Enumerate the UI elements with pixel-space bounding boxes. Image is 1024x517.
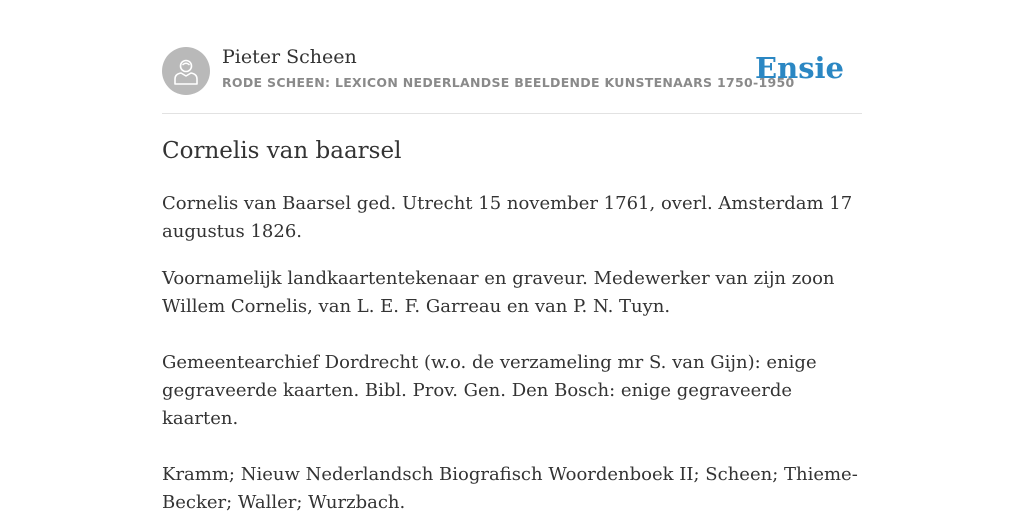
header-divider — [162, 113, 862, 114]
article-body — [162, 190, 862, 517]
article-paragraph: Cornelis van Baarsel ged. Utrecht 15 november 1761, overl. Amsterdam 17 augustus 1826. — [162, 193, 853, 242]
source-title[interactable]: RODE SCHEEN: LEXICON NEDERLANDSE BEELDENDE KUNSTENAARS 1750-1950 — [222, 75, 795, 90]
article-title: Cornelis van baarsel — [162, 138, 402, 164]
article-paragraph: Kramm; Nieuw Nederlandsch Biografisch Woordenboek II; Scheen; Thieme-Becker; Waller; Wurzbach. — [162, 464, 858, 513]
user-icon — [173, 57, 199, 85]
article-paragraph: Gemeentearchief Dordrecht (w.o. de verzameling mr S. van Gijn): enige gegraveerde kaarten. Bibl. Prov. Gen. Den Bosch: enige gegraveerde kaarten. — [162, 352, 817, 429]
article-paragraph: Voornamelijk landkaartentekenaar en graveur. Medewerker van zijn zoon Willem Cornelis, van L. E. F. Garreau en van P. N. Tuyn. — [162, 268, 835, 317]
avatar[interactable] — [162, 47, 210, 95]
brand-logo[interactable]: Ensie — [755, 51, 844, 85]
article-header — [162, 46, 862, 96]
author-name[interactable]: Pieter Scheen — [222, 46, 357, 68]
